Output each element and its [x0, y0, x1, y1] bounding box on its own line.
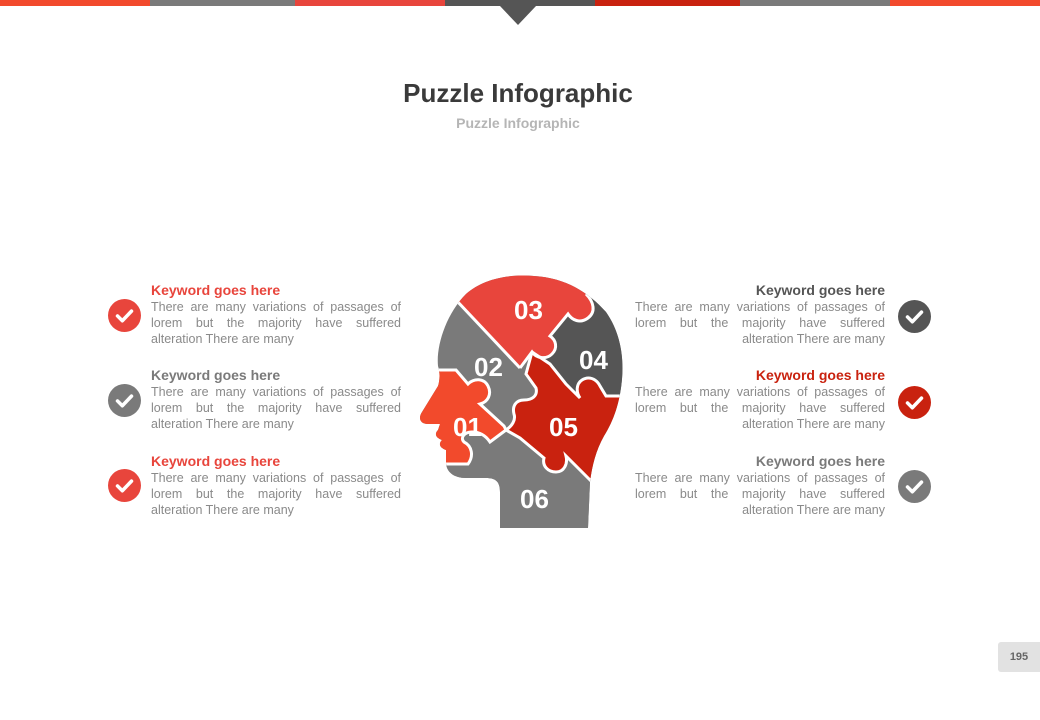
page-number: 195	[998, 642, 1040, 672]
top-bar-segment	[595, 0, 740, 6]
checkmark-icon	[108, 299, 141, 332]
keyword-description: There are many variations of passages of lorem but the majority have suffered alteration There are many	[635, 471, 885, 517]
top-bar-segment	[150, 0, 295, 6]
puzzle-label-05: 05	[549, 412, 578, 442]
keyword-heading: Keyword goes here	[755, 367, 885, 383]
top-bar-segment	[0, 0, 150, 6]
keyword-item-right-3	[635, 453, 885, 518]
page-title: Puzzle Infographic	[403, 78, 633, 108]
top-bar-segment	[740, 0, 890, 6]
top-bar-segment	[890, 0, 1040, 6]
keyword-description: There are many variations of passages of lorem but the majority have suffered alteration There are many	[151, 300, 401, 346]
top-bar-segment	[295, 0, 445, 6]
keyword-item-left-2	[151, 367, 401, 432]
checkmark-icon	[898, 470, 931, 503]
puzzle-label-02: 02	[474, 352, 503, 382]
keyword-item-left-1	[151, 282, 401, 347]
puzzle-label-01: 01	[453, 412, 482, 442]
checkmark-icon	[898, 386, 931, 419]
puzzle-label-03: 03	[514, 295, 543, 325]
checkmark-icon	[898, 300, 931, 333]
keyword-heading: Keyword goes here	[755, 282, 885, 298]
top-notch-triangle	[500, 6, 536, 25]
keyword-description: There are many variations of passages of lorem but the majority have suffered alteration There are many	[151, 471, 401, 517]
page-subtitle: Puzzle Infographic	[456, 115, 580, 131]
keyword-description: There are many variations of passages of lorem but the majority have suffered alteration There are many	[635, 385, 885, 431]
keyword-description: There are many variations of passages of lorem but the majority have suffered alteration There are many	[151, 385, 401, 431]
keyword-item-right-2	[635, 367, 885, 432]
puzzle-label-04: 04	[579, 345, 608, 375]
keyword-heading: Keyword goes here	[755, 453, 885, 469]
puzzle-head-graphic	[416, 274, 626, 528]
keyword-heading: Keyword goes here	[151, 367, 281, 383]
checkmark-icon	[108, 469, 141, 502]
keyword-item-left-3	[151, 453, 401, 518]
keyword-heading: Keyword goes here	[151, 453, 281, 469]
checkmark-icon	[108, 384, 141, 417]
keyword-heading: Keyword goes here	[151, 282, 281, 298]
keyword-item-right-1	[635, 282, 885, 347]
keyword-description: There are many variations of passages of lorem but the majority have suffered alteration There are many	[635, 300, 885, 346]
puzzle-label-06: 06	[520, 484, 549, 514]
